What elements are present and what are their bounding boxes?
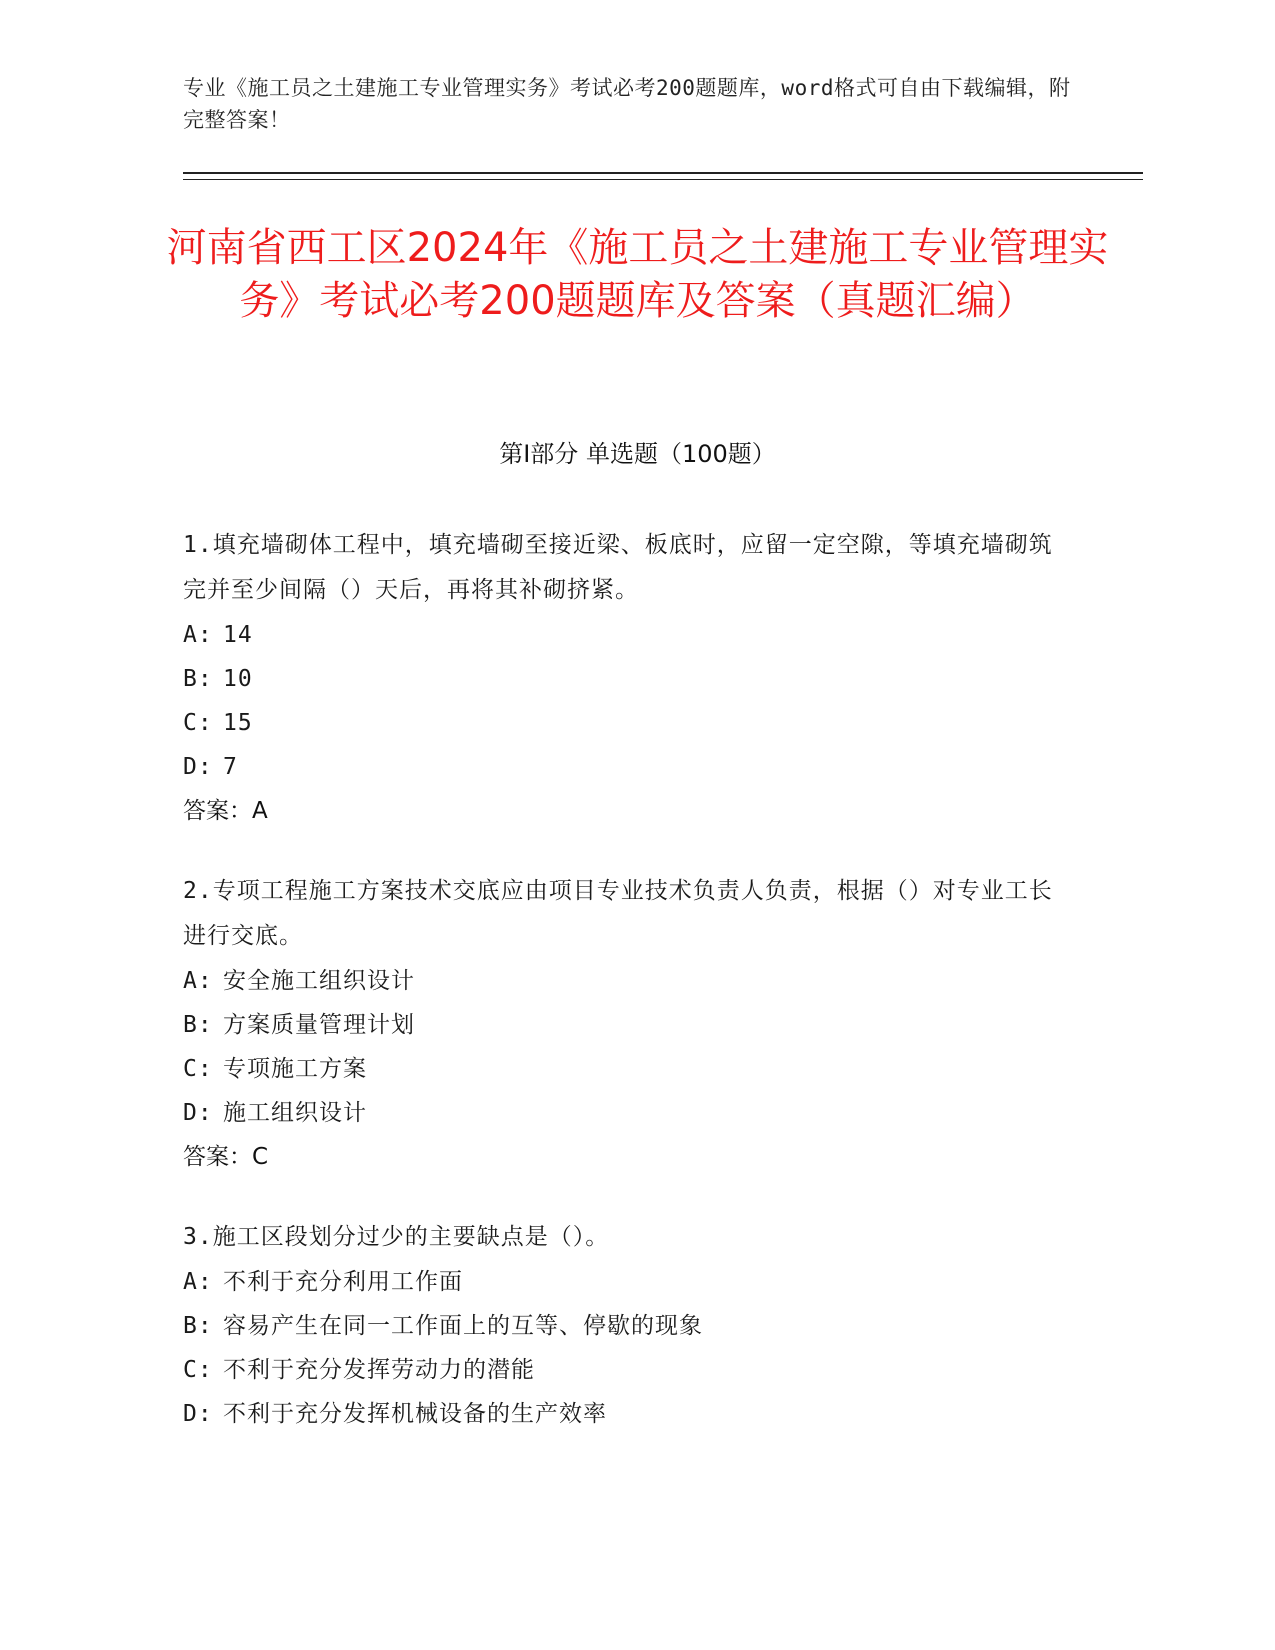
option-letter: D: — [183, 1401, 213, 1427]
option-letter: C: — [183, 1056, 213, 1082]
option-text: 不利于充分发挥机械设备的生产效率 — [223, 1401, 607, 1427]
option-letter: D: — [183, 1100, 213, 1126]
option-b — [183, 1003, 1063, 1047]
option-text: 专项施工方案 — [223, 1056, 367, 1082]
option-a — [183, 613, 1063, 657]
header-rule-thick — [183, 172, 1143, 174]
option-c — [183, 701, 1063, 745]
option-a — [183, 959, 1063, 1003]
option-letter: B: — [183, 666, 213, 692]
option-text: 15 — [223, 710, 253, 736]
option-d — [183, 1392, 1063, 1436]
option-text: 14 — [223, 622, 253, 648]
option-text: 容易产生在同一工作面上的互等、停歇的现象 — [223, 1313, 703, 1339]
question-stem: 2.专项工程施工方案技术交底应由项目专业技术负责人负责，根据（）对专业工长进行交底。 — [183, 878, 1053, 949]
question-stem: 1.填充墙砌体工程中，填充墙砌至接近梁、板底时，应留一定空隙，等填充墙砌筑完并至少间隔（）天后，再将其补砌挤紧。 — [183, 532, 1053, 603]
option-a — [183, 1260, 1063, 1304]
option-letter: B: — [183, 1012, 213, 1038]
option-text: 不利于充分利用工作面 — [223, 1269, 463, 1295]
option-d — [183, 1091, 1063, 1135]
question-list — [183, 523, 1063, 1472]
document-title: 河南省西工区2024年《施工员之土建施工专业管理实务》考试必考200题题库及答案（真题汇编） — [166, 225, 1109, 324]
question-1 — [183, 523, 1063, 833]
option-letter: A: — [183, 968, 213, 994]
question-3 — [183, 1215, 1063, 1436]
option-letter: C: — [183, 1357, 213, 1383]
option-c — [183, 1348, 1063, 1392]
answer-label: 答案：C — [183, 1144, 269, 1170]
option-b — [183, 657, 1063, 701]
option-text: 7 — [223, 754, 238, 780]
question-stem: 3.施工区段划分过少的主要缺点是（）。 — [183, 1224, 610, 1250]
option-letter: C: — [183, 710, 213, 736]
section-title: 第Ⅰ部分 单选题（100题） — [499, 440, 776, 468]
option-letter: A: — [183, 1269, 213, 1295]
option-text: 安全施工组织设计 — [223, 968, 415, 994]
question-2 — [183, 869, 1063, 1179]
option-text: 施工组织设计 — [223, 1100, 367, 1126]
option-letter: D: — [183, 754, 213, 780]
option-letter: B: — [183, 1313, 213, 1339]
header-rule-thin — [183, 179, 1143, 180]
answer-label: 答案：A — [183, 798, 268, 824]
option-letter: A: — [183, 622, 213, 648]
option-text: 不利于充分发挥劳动力的潜能 — [223, 1357, 535, 1383]
option-d — [183, 745, 1063, 789]
header-note: 专业《施工员之土建施工专业管理实务》考试必考200题题库，word格式可自由下载编辑，附完整答案！ — [183, 76, 1071, 132]
option-text: 10 — [223, 666, 253, 692]
option-text: 方案质量管理计划 — [223, 1012, 415, 1038]
option-b — [183, 1304, 1063, 1348]
option-c — [183, 1047, 1063, 1091]
